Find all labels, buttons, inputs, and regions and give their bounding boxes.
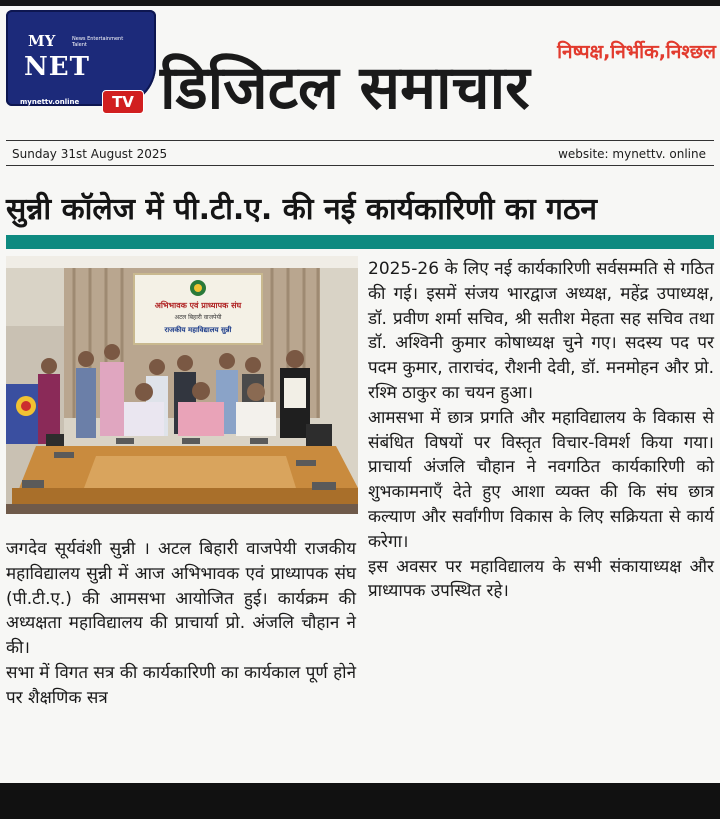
headline-accent-bar bbox=[6, 235, 714, 249]
article-column-right bbox=[368, 257, 714, 604]
publication-date: Sunday 31st August 2025 bbox=[12, 147, 168, 161]
article-paragraph: 2025-26 के लिए नई कार्यकारिणी सर्वसम्मति से गठित की गई। इसमें संजय भारद्वाज अध्यक्ष, महेंद्र उपाध्यक्ष, डॉ. प्रवीण शर्मा सचिव, श्री सतीश मेहता सह सचिव तथा डॉ. अश्विनी कुमार कोषाध्यक्ष चुने गए। सदस्य पद पर पदम कुमार, ताराचंद, रौशनी देवी, डॉ. मनमोहन और प्रो. रश्मि ठाकुर का चयन हुआ। bbox=[368, 259, 714, 403]
website-address: website: mynettv. online bbox=[558, 147, 706, 161]
divider-top bbox=[6, 140, 714, 141]
seated-members bbox=[124, 382, 276, 436]
article-paragraph: सभा में विगत सत्र की कार्यकारिणी का कार्यकाल पूर्ण होने पर शैक्षणिक सत्र bbox=[6, 662, 356, 708]
top-stripe bbox=[0, 0, 720, 6]
banner-line-2: अटल बिहारी वाजपेयी bbox=[174, 314, 222, 321]
logo-my: MY bbox=[28, 32, 56, 50]
bottom-band bbox=[0, 783, 720, 819]
masthead-title: डिजिटल समाचार bbox=[160, 53, 530, 123]
logo-tv-badge: TV bbox=[102, 90, 144, 114]
masthead-tagline: निष्पक्ष,निर्भीक,निश्छल bbox=[557, 41, 716, 63]
article-headline: सुन्नी कॉलेज में पी.टी.ए. की नई कार्यकारिणी का गठन bbox=[6, 192, 598, 227]
article-paragraph: जगदेव सूर्यवंशी सुन्नी । अटल बिहारी वाजपेयी राजकीय महाविद्यालय सुन्नी में आज अभिभावक एवं प्राध्यापक संघ (पी.टी.ए.) की आमसभा आयोजित हुई। कार्यक्रम की अध्यक्षता महाविद्यालय की प्राचार्या प्रो. अंजलि चौहान ने की। bbox=[6, 539, 356, 659]
logo-net: NET bbox=[24, 52, 90, 82]
divider-bottom bbox=[6, 165, 714, 166]
banner-line-1: अभिभावक एवं प्राध्यापक संघ bbox=[154, 301, 242, 310]
meeting-photo bbox=[6, 256, 358, 514]
logo-tagline: News Entertainment Talent bbox=[72, 36, 124, 48]
article-paragraph: आमसभा में छात्र प्रगति और महाविद्यालय के विकास से संबंधित विषयों पर विस्तृत विचार-विमर्श किया गया। प्राचार्या अंजलि चौहान ने नवगठित कार्यकारिणी को शुभकामनाएँ देते हुए आशा व्यक्त की कि संघ छात्र कल्याण और सर्वांगीण विकास के लिए सक्रियता से कार्य करेगा। bbox=[368, 407, 714, 552]
article-paragraph: इस अवसर पर महाविद्यालय के सभी संकायाध्यक्ष और प्राध्यापक उपस्थित रहे। bbox=[368, 556, 714, 602]
meeting-photo-illustration bbox=[6, 256, 358, 514]
article-column-left bbox=[6, 537, 356, 711]
banner-line-3: राजकीय महाविद्यालय सुन्नी bbox=[164, 326, 232, 334]
logo-url: mynettv.online bbox=[20, 98, 80, 106]
